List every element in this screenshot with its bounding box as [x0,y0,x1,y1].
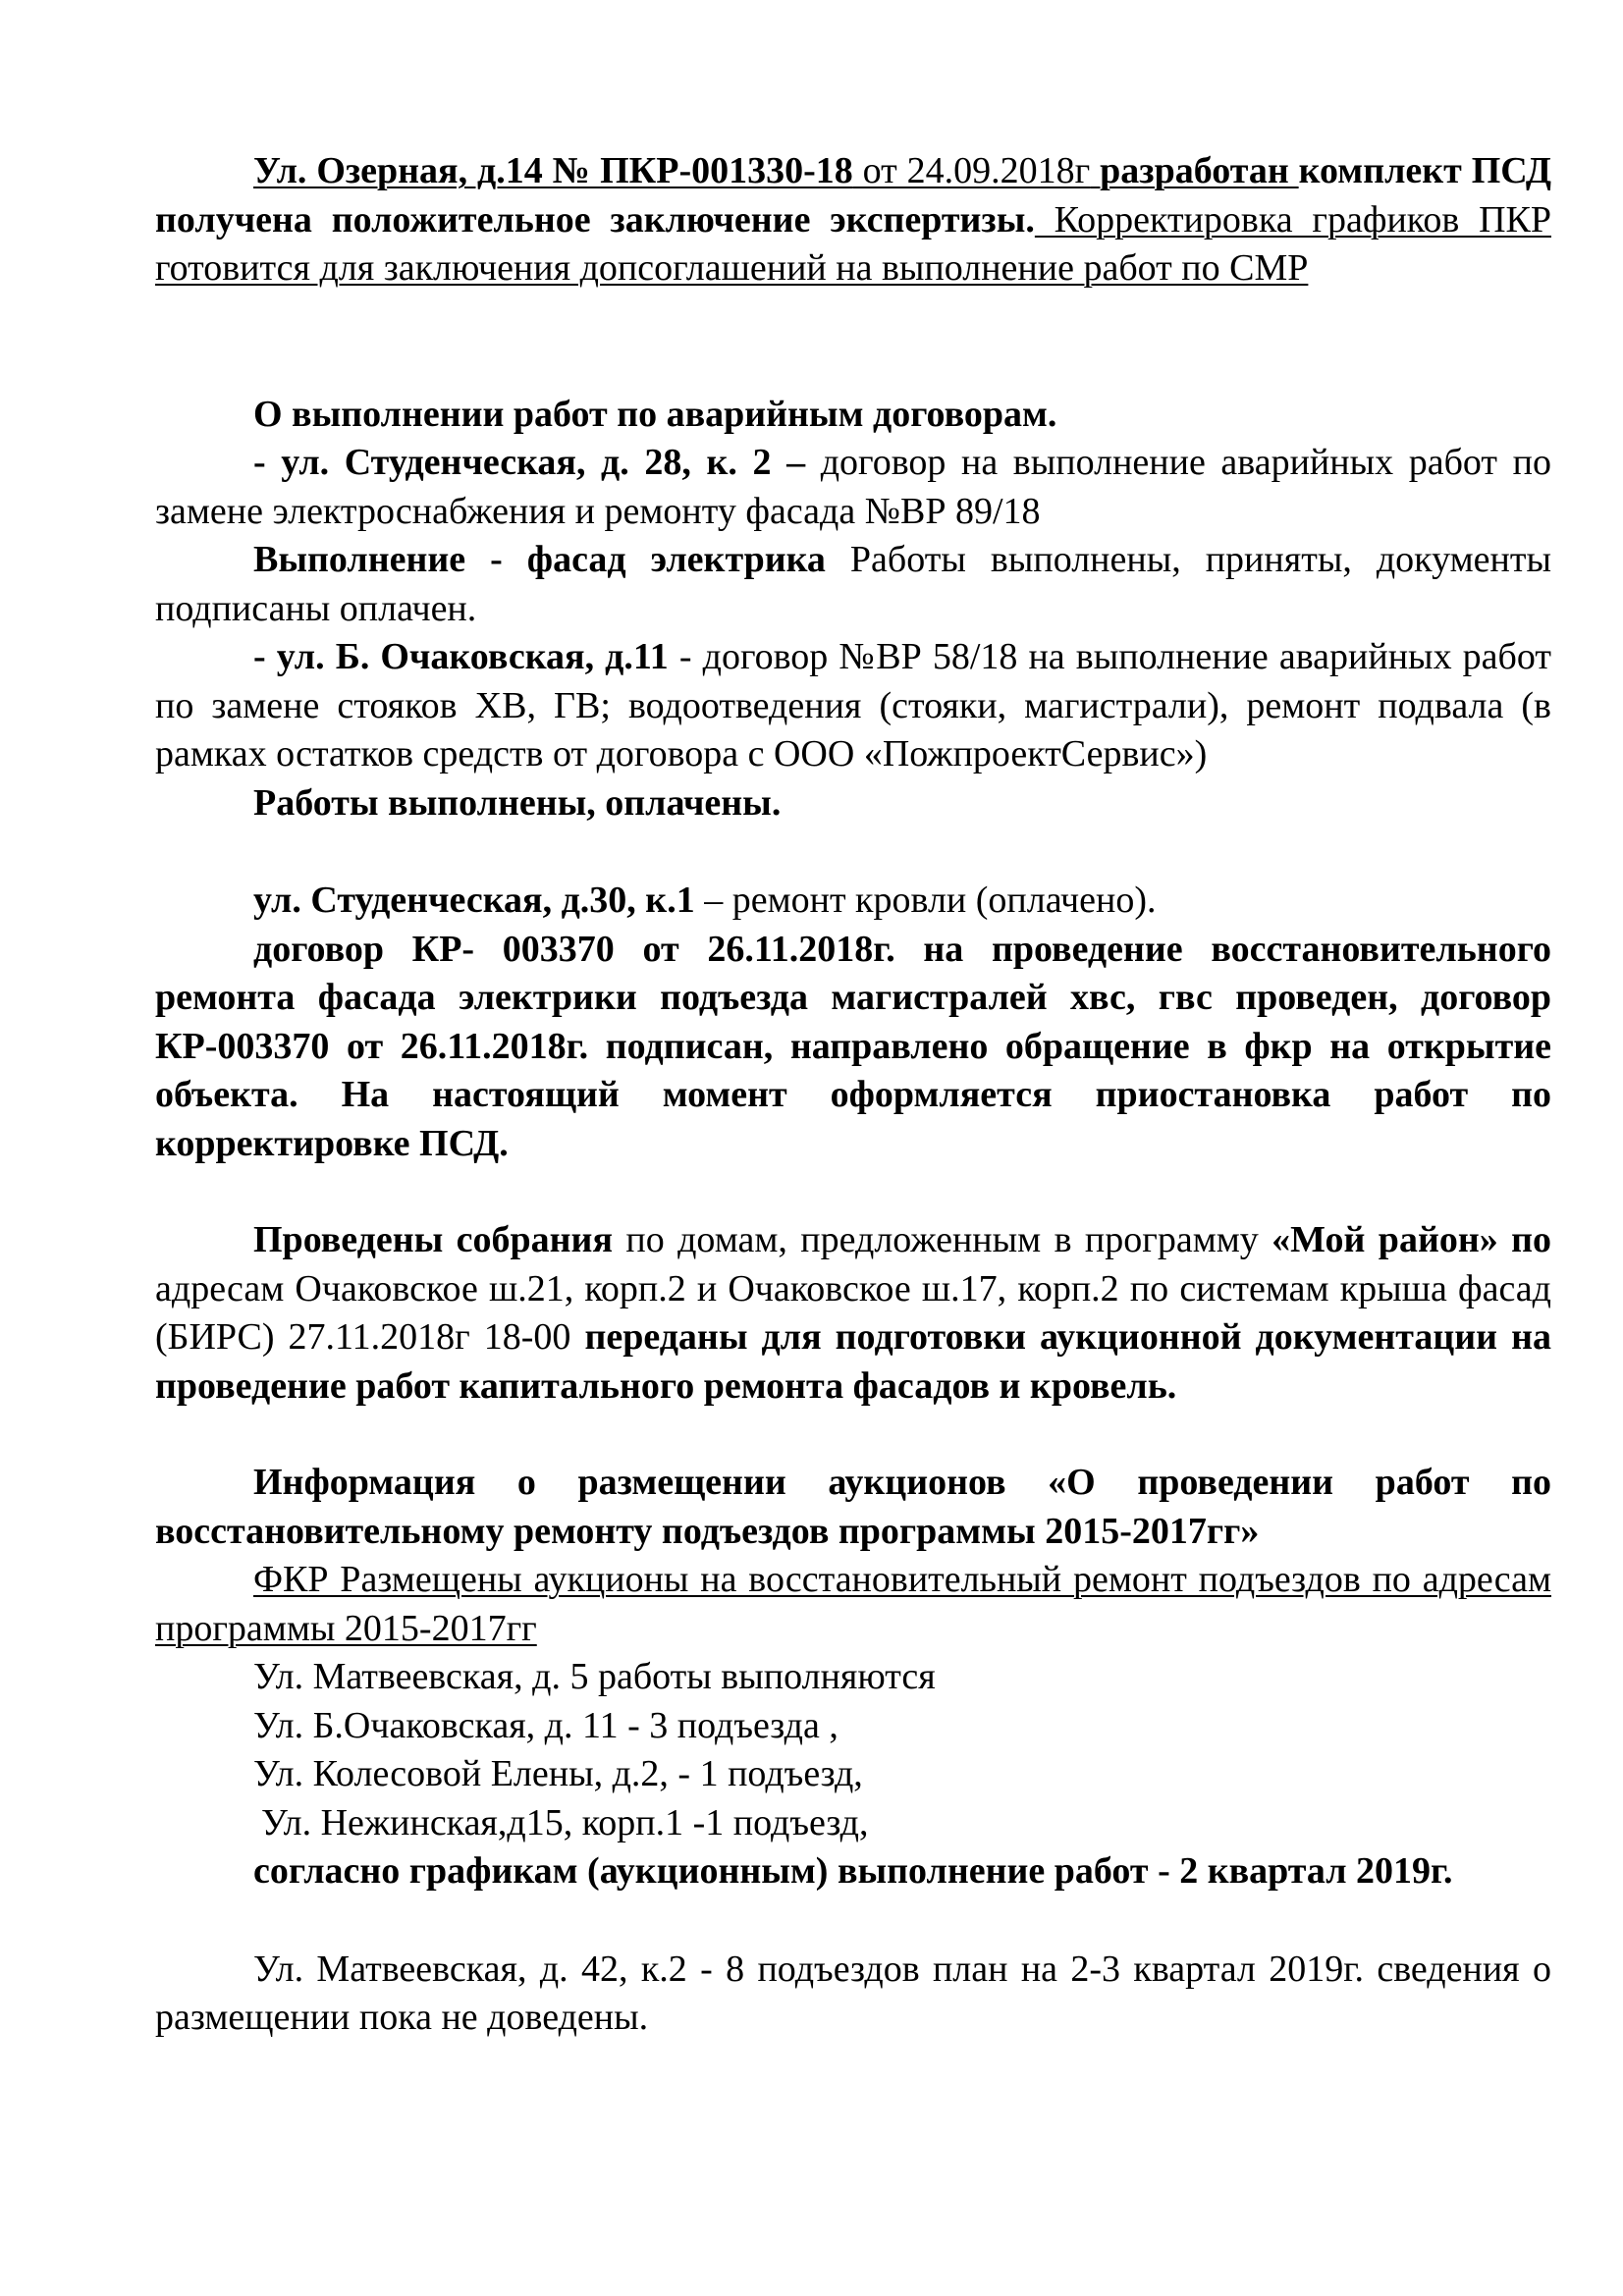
program-my-district: «Мой район» по [1271,1219,1551,1260]
address-studencheskaya-28: - ул. Студенческая, д. 28, к. 2 – [253,442,806,483]
schedule-correction-note: Корректировка графиков ПКР готовится для заключения допсоглашений на выполнение работ по СМР [155,198,1551,289]
status-text-facade: Работы выполнены, приняты, документы подписаны оплачен. [155,539,1551,629]
status-works-paid: Работы выполнены, оплачены. [253,781,782,824]
roof-repair-text: – ремонт кровли (оплачено). [694,880,1157,921]
list-item: Ул. Матвеевская, д. 5 работы выполняются [253,1656,936,1697]
heading-auctions: Информация о размещении аукционов «О проведении работ по восстановительному ремонту подъездов программы 2015-2017гг» [155,1462,1551,1552]
address-ozernaya: Ул. Озерная, д.14 № ПКР-001330-18 [253,150,853,191]
meetings-held-label: Проведены собрания [253,1219,614,1260]
paragraph-studencheskaya-30 [155,877,1551,926]
list-item: Ул. Колесовой Елены, д.2, - 1 подъезд, [253,1753,863,1794]
expertise-conclusion: комплект ПСД получена положительное заключение экспертизы. [155,150,1551,240]
schedule-q2-2019: согласно графикам (аукционным) выполнение работ - 2 квартал 2019г. [253,1850,1453,1892]
list-item: Ул. Нежинская,д15, корп.1 -1 подъезд, [261,1801,869,1843]
paragraph-meetings: Проведены собрания по домам, предложенным в программу «Мой район» по адресам Очаковское ш.21, корп.2 и Очаковское ш.17, корп.2 по системам крыша фасад (БИРС) 27.11.2018г 18-00 переданы для подготовки аукционной документации на проведение работ капитального ремонта фасадов и кровель. [155,1219,1551,1407]
address-studencheskaya-30: ул. Студенческая, д.30, к.1 [253,880,695,921]
meetings-transferred: переданы для подготовки аукционной документации на проведение работ капитального ремонта фасадов и кровель. [155,1316,1551,1407]
meetings-addresses: адресам Очаковское ш.21, корп.2 и Очаковское ш.17, корп.2 по системам крыша фасад (БИРС) 27.11.2018г 18-00 [155,1267,1551,1358]
contract-text-vr-89: договор на выполнение аварийных работ по замене электроснабжения и ремонту фасада №ВР 89/18 [155,442,1551,532]
paragraph-fkr-auctions: ФКР Размещены аукционы на восстановительный ремонт подъездов по адресам программы 2015-2017гг [155,1559,1551,1649]
paragraph-facade-electrics-status [155,536,1551,633]
address-ochakovskaya-11: - ул. Б. Очаковская, д.11 [253,636,669,677]
paragraph-ochakovskaya-11 [155,633,1551,779]
status-developed: разработан [1090,150,1299,191]
date-ozernaya: от 24.09.2018г [852,150,1091,191]
contract-text-vr-58: - договор №ВР 58/18 на выполнение аварийных работ по замене стояков ХВ, ГВ; водоотведения (стояки, магистрали), ремонт подвала (в рамках остатков средств от договора с ООО «ПожпроектСервис») [155,636,1551,774]
paragraph-contract-kr-003370: договор КР- 003370 от 26.11.2018г. на проведение восстановительного ремонта фасада электрики подъезда магистралей хвс, гвс проведен, договор КР-003370 от 26.11.2018г. подписан, направлено обращение в фкр на открытие объекта. На настоящий момент оформляется приостановка работ по корректировке ПСД. [155,928,1551,1164]
heading-emergency-contracts: О выполнении работ по аварийным договорам. [253,393,1057,435]
label-facade-electrics: Выполнение - фасад электрика [253,539,826,580]
paragraph-matveevskaya-42: Ул. Матвеевская, д. 42, к.2 - 8 подъездов план на 2-3 квартал 2019г. сведения о размещении пока не доведены. [155,1948,1551,2038]
paragraph-ozernaya [155,147,1551,294]
list-item: Ул. Б.Очаковская, д. 11 - 3 подъезда , [253,1704,839,1746]
paragraph-studencheskaya-28 [155,439,1551,536]
document-page [155,147,1551,2043]
